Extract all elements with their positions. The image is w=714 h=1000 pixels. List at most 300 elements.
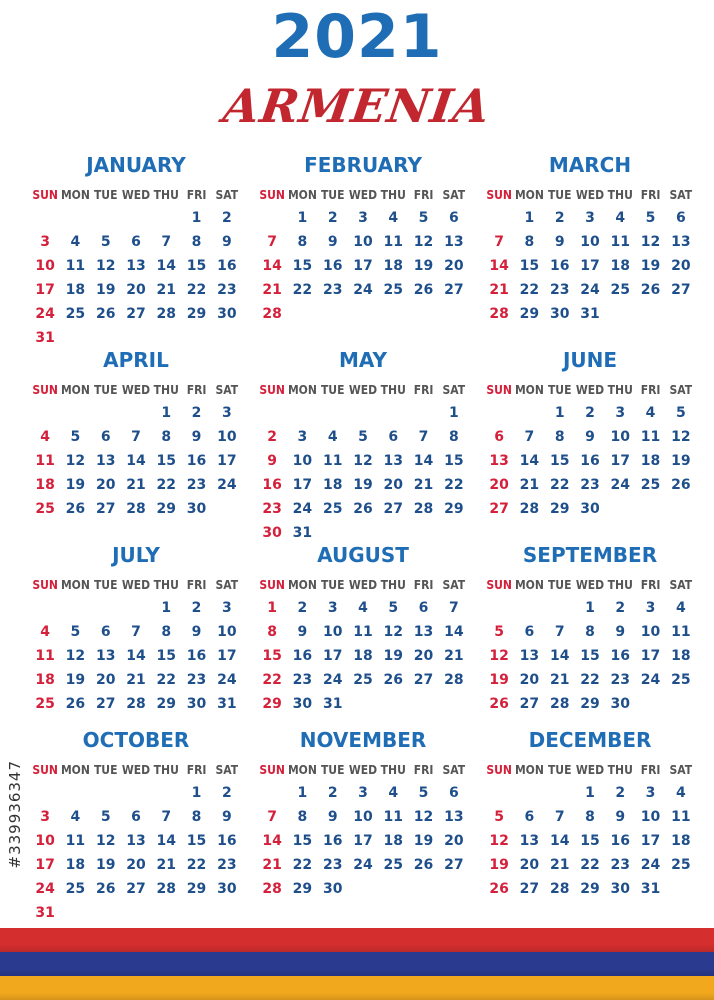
- day-cell: 17: [580, 258, 600, 274]
- weekday-header: [257, 759, 469, 781]
- day-cell: 27: [383, 501, 403, 517]
- day-cell: 20: [413, 648, 434, 664]
- day-cell: 13: [444, 809, 464, 825]
- weekday-label: SAT: [669, 188, 693, 202]
- weekday-label: WED: [121, 578, 151, 592]
- day-cell: [91, 901, 121, 925]
- day-cell: 30: [186, 501, 207, 517]
- weekday-label: WED: [575, 578, 605, 592]
- day-cell: 9: [191, 624, 202, 640]
- day-cell: [545, 596, 575, 620]
- day-cell: 13: [671, 234, 691, 250]
- day-cell: 22: [292, 857, 313, 873]
- day-cell: 19: [671, 453, 691, 469]
- day-cell: 15: [186, 258, 207, 274]
- day-cell: 11: [640, 429, 661, 445]
- day-cell: 4: [645, 405, 656, 421]
- day-cell: 13: [95, 453, 116, 469]
- week-row: [30, 254, 242, 278]
- weekday-label: TUE: [547, 383, 572, 397]
- day-cell: 18: [610, 258, 630, 274]
- day-cell: 3: [645, 785, 656, 801]
- weekday-label: SUN: [32, 383, 58, 397]
- day-cell: 25: [322, 501, 343, 517]
- day-cell: 31: [640, 881, 661, 897]
- day-cell: 29: [580, 696, 600, 712]
- day-cell: 14: [262, 258, 282, 274]
- day-cell: 18: [383, 833, 403, 849]
- day-cell: 16: [610, 833, 630, 849]
- day-cell: 16: [610, 648, 630, 664]
- day-cell: 20: [126, 282, 146, 298]
- day-cell: 16: [322, 833, 343, 849]
- day-cell: [635, 497, 665, 521]
- day-cell: 22: [292, 282, 313, 298]
- day-cell: [378, 302, 408, 326]
- day-cell: 15: [549, 453, 570, 469]
- day-cell: [378, 877, 408, 901]
- day-cell: [408, 401, 438, 425]
- day-cell: 20: [95, 672, 116, 688]
- weekday-header: [484, 184, 696, 206]
- day-cell: 21: [549, 857, 570, 873]
- day-cell: 18: [35, 477, 55, 493]
- day-cell: 13: [126, 833, 146, 849]
- day-cell: 28: [262, 881, 282, 897]
- weekday-label: FRI: [640, 188, 661, 202]
- day-cell: 12: [95, 258, 116, 274]
- weekday-label: SUN: [486, 763, 512, 777]
- day-cell: 26: [413, 282, 434, 298]
- day-cell: 6: [100, 429, 111, 445]
- day-cell: 15: [292, 258, 313, 274]
- day-cell: 2: [221, 210, 232, 226]
- stock-id-watermark: #339936347: [6, 760, 24, 869]
- day-cell: 16: [322, 258, 343, 274]
- day-cell: 21: [156, 282, 176, 298]
- day-cell: 16: [217, 258, 237, 274]
- day-cell: 1: [191, 785, 202, 801]
- day-cell: 10: [217, 624, 237, 640]
- day-cell: 28: [549, 881, 570, 897]
- day-cell: 26: [671, 477, 691, 493]
- day-cell: 20: [383, 477, 403, 493]
- weekday-header: [30, 759, 242, 781]
- day-cell: [348, 692, 378, 716]
- week-row: [484, 692, 696, 716]
- day-cell: [257, 206, 287, 230]
- day-cell: [545, 781, 575, 805]
- day-cell: 22: [519, 282, 540, 298]
- day-cell: [318, 401, 348, 425]
- day-cell: 1: [585, 785, 595, 801]
- weekday-label: THU: [380, 188, 406, 202]
- day-cell: 9: [615, 624, 626, 640]
- day-cell: 29: [519, 306, 540, 322]
- day-cell: 29: [292, 881, 313, 897]
- day-cell: 5: [388, 600, 399, 616]
- day-cell: 13: [95, 648, 116, 664]
- day-cell: 29: [549, 501, 570, 517]
- weekday-label: FRI: [413, 578, 434, 592]
- day-cell: [605, 302, 635, 326]
- weekday-label: WED: [348, 763, 378, 777]
- day-cell: [60, 596, 90, 620]
- weekday-label: SUN: [32, 763, 58, 777]
- day-cell: 12: [640, 234, 661, 250]
- weekday-label: FRI: [640, 383, 661, 397]
- day-cell: [439, 877, 469, 901]
- weekday-label: TUE: [320, 763, 345, 777]
- day-cell: [30, 206, 60, 230]
- day-cell: 31: [35, 905, 55, 921]
- day-cell: 3: [645, 600, 656, 616]
- weekday-label: SAT: [442, 763, 466, 777]
- day-cell: 24: [292, 501, 313, 517]
- day-cell: 4: [615, 210, 626, 226]
- day-cell: 3: [297, 429, 308, 445]
- week-row: [484, 668, 696, 692]
- day-cell: 5: [358, 429, 368, 445]
- day-cell: 16: [186, 453, 207, 469]
- day-cell: 7: [418, 429, 429, 445]
- day-cell: 30: [580, 501, 600, 517]
- week-row: [30, 596, 242, 620]
- day-cell: 14: [413, 453, 434, 469]
- day-cell: 9: [585, 429, 595, 445]
- week-row: [484, 425, 696, 449]
- day-cell: 17: [35, 857, 55, 873]
- weekday-label: MON: [287, 578, 317, 592]
- weekday-label: FRI: [186, 383, 207, 397]
- day-cell: 3: [40, 809, 51, 825]
- week-row: [257, 302, 469, 326]
- day-cell: [484, 781, 514, 805]
- week-row: [30, 668, 242, 692]
- day-cell: [212, 901, 242, 925]
- day-cell: [666, 692, 696, 716]
- day-cell: 7: [161, 234, 172, 250]
- weekday-label: THU: [607, 763, 633, 777]
- week-row: [30, 497, 242, 521]
- day-cell: 5: [418, 785, 429, 801]
- day-cell: 30: [262, 525, 282, 541]
- day-cell: [91, 596, 121, 620]
- day-cell: 4: [675, 785, 686, 801]
- day-cell: 12: [95, 833, 116, 849]
- day-cell: 9: [327, 809, 338, 825]
- month-january: [30, 150, 242, 350]
- day-cell: 2: [297, 600, 308, 616]
- day-cell: [91, 401, 121, 425]
- day-cell: 14: [126, 648, 146, 664]
- day-cell: 14: [444, 624, 464, 640]
- day-cell: 30: [217, 881, 237, 897]
- day-cell: 28: [519, 501, 540, 517]
- day-cell: 2: [554, 210, 565, 226]
- day-cell: 21: [413, 477, 434, 493]
- day-cell: 1: [524, 210, 535, 226]
- day-cell: 25: [35, 696, 55, 712]
- day-cell: 8: [191, 234, 202, 250]
- day-cell: 29: [156, 696, 176, 712]
- day-cell: 18: [322, 477, 343, 493]
- weekday-label: TUE: [93, 578, 118, 592]
- week-row: [484, 829, 696, 853]
- day-cell: 27: [95, 501, 116, 517]
- day-cell: [514, 596, 544, 620]
- day-cell: 2: [191, 405, 202, 421]
- day-cell: 11: [353, 624, 373, 640]
- day-cell: 17: [35, 282, 55, 298]
- day-cell: 11: [35, 648, 55, 664]
- day-cell: 17: [640, 833, 661, 849]
- month-november: [257, 725, 469, 901]
- day-cell: 6: [524, 624, 535, 640]
- day-cell: 20: [671, 258, 691, 274]
- month-august: [257, 540, 469, 716]
- day-cell: 25: [671, 672, 691, 688]
- day-cell: 7: [267, 234, 278, 250]
- weekday-label: MON: [514, 763, 544, 777]
- day-cell: 28: [444, 672, 464, 688]
- day-cell: [151, 781, 181, 805]
- week-row: [257, 853, 469, 877]
- day-cell: 17: [610, 453, 630, 469]
- day-cell: 6: [418, 600, 429, 616]
- day-cell: [605, 497, 635, 521]
- day-cell: 4: [40, 624, 51, 640]
- day-cell: 28: [126, 696, 146, 712]
- day-cell: 2: [327, 785, 338, 801]
- week-row: [257, 620, 469, 644]
- weekday-label: FRI: [413, 383, 434, 397]
- day-cell: [378, 692, 408, 716]
- day-cell: 22: [549, 477, 570, 493]
- day-cell: 29: [444, 501, 464, 517]
- week-row: [257, 596, 469, 620]
- day-cell: 7: [524, 429, 535, 445]
- day-cell: 5: [100, 234, 111, 250]
- week-row: [30, 692, 242, 716]
- month-september: [484, 540, 696, 716]
- day-cell: [484, 206, 514, 230]
- weekday-header: [30, 379, 242, 401]
- day-cell: 7: [554, 624, 565, 640]
- weekday-label: TUE: [320, 188, 345, 202]
- day-cell: 1: [161, 600, 172, 616]
- weekday-label: WED: [121, 763, 151, 777]
- weekday-label: WED: [121, 383, 151, 397]
- day-cell: 26: [489, 881, 509, 897]
- day-cell: [60, 401, 90, 425]
- day-cell: 16: [186, 648, 207, 664]
- week-row: [257, 206, 469, 230]
- day-cell: 9: [327, 234, 338, 250]
- day-cell: 11: [35, 453, 55, 469]
- day-cell: 26: [65, 501, 86, 517]
- day-cell: 4: [327, 429, 338, 445]
- day-cell: 15: [186, 833, 207, 849]
- weekday-label: SUN: [486, 578, 512, 592]
- day-cell: 5: [100, 809, 111, 825]
- day-cell: 8: [554, 429, 565, 445]
- day-cell: 30: [217, 306, 237, 322]
- day-cell: 27: [126, 881, 146, 897]
- day-cell: 7: [161, 809, 172, 825]
- day-cell: 22: [186, 857, 207, 873]
- day-cell: 23: [217, 282, 237, 298]
- day-cell: 3: [358, 210, 368, 226]
- day-cell: 24: [610, 477, 630, 493]
- day-cell: 24: [35, 306, 55, 322]
- day-cell: [121, 596, 151, 620]
- weekday-label: SAT: [442, 578, 466, 592]
- month-name: OCTOBER: [82, 728, 190, 752]
- weekday-label: THU: [380, 763, 406, 777]
- day-cell: 12: [489, 833, 509, 849]
- day-cell: [257, 401, 287, 425]
- weekday-label: MON: [60, 188, 90, 202]
- day-cell: 3: [221, 600, 232, 616]
- day-cell: 5: [70, 624, 81, 640]
- day-cell: 2: [585, 405, 595, 421]
- day-cell: 5: [645, 210, 656, 226]
- week-row: [30, 877, 242, 901]
- day-cell: 23: [262, 501, 282, 517]
- month-june: [484, 345, 696, 521]
- day-cell: 10: [322, 624, 343, 640]
- week-row: [30, 425, 242, 449]
- day-cell: 2: [191, 600, 202, 616]
- day-cell: 17: [353, 833, 373, 849]
- weekday-label: FRI: [186, 763, 207, 777]
- day-cell: 23: [292, 672, 313, 688]
- week-row: [484, 401, 696, 425]
- weekday-label: THU: [153, 383, 179, 397]
- day-cell: 11: [671, 624, 691, 640]
- day-cell: 13: [413, 624, 434, 640]
- day-cell: 10: [292, 453, 313, 469]
- weekday-label: WED: [575, 383, 605, 397]
- day-cell: 6: [100, 624, 111, 640]
- day-cell: 26: [95, 306, 116, 322]
- month-may: [257, 345, 469, 545]
- day-cell: 14: [126, 453, 146, 469]
- day-cell: 22: [444, 477, 464, 493]
- week-row: [257, 692, 469, 716]
- week-row: [257, 877, 469, 901]
- day-cell: [30, 781, 60, 805]
- weekday-label: WED: [121, 188, 151, 202]
- day-cell: 7: [267, 809, 278, 825]
- week-row: [484, 781, 696, 805]
- day-cell: 12: [65, 648, 86, 664]
- day-cell: 1: [448, 405, 459, 421]
- weekday-label: SUN: [32, 188, 58, 202]
- day-cell: 29: [262, 696, 282, 712]
- weekday-label: TUE: [93, 383, 118, 397]
- day-cell: 19: [95, 282, 116, 298]
- day-cell: 15: [292, 833, 313, 849]
- weekday-label: FRI: [186, 578, 207, 592]
- day-cell: 11: [610, 234, 630, 250]
- month-name: MARCH: [548, 153, 632, 177]
- day-cell: 6: [494, 429, 505, 445]
- week-row: [257, 781, 469, 805]
- day-cell: 9: [297, 624, 308, 640]
- weekday-label: TUE: [320, 578, 345, 592]
- weekday-label: WED: [348, 578, 378, 592]
- day-cell: [348, 302, 378, 326]
- day-cell: 13: [383, 453, 403, 469]
- weekday-label: SUN: [259, 188, 285, 202]
- weekday-header: [484, 379, 696, 401]
- day-cell: 12: [413, 234, 434, 250]
- day-cell: 24: [580, 282, 600, 298]
- week-row: [257, 829, 469, 853]
- day-cell: 31: [35, 330, 55, 346]
- weekday-label: SAT: [215, 763, 239, 777]
- month-name: JANUARY: [86, 153, 186, 177]
- day-cell: 7: [448, 600, 459, 616]
- day-cell: 27: [489, 501, 509, 517]
- day-cell: 5: [675, 405, 686, 421]
- day-cell: 14: [156, 833, 176, 849]
- day-cell: 6: [131, 234, 141, 250]
- day-cell: 18: [65, 282, 86, 298]
- day-cell: 24: [640, 672, 661, 688]
- day-cell: 29: [580, 881, 600, 897]
- day-cell: 15: [580, 648, 600, 664]
- day-cell: 21: [156, 857, 176, 873]
- day-cell: 25: [640, 477, 661, 493]
- weekday-label: THU: [153, 188, 179, 202]
- day-cell: 17: [217, 648, 237, 664]
- day-cell: 16: [580, 453, 600, 469]
- day-cell: 20: [126, 857, 146, 873]
- day-cell: [30, 401, 60, 425]
- week-row: [484, 497, 696, 521]
- day-cell: 30: [292, 696, 313, 712]
- day-cell: 8: [297, 234, 308, 250]
- weekday-label: SUN: [32, 578, 58, 592]
- day-cell: 17: [353, 258, 373, 274]
- day-cell: 19: [489, 857, 509, 873]
- day-cell: 3: [221, 405, 232, 421]
- day-cell: 19: [65, 477, 86, 493]
- weekday-header: [484, 759, 696, 781]
- day-cell: 10: [610, 429, 630, 445]
- weekday-label: TUE: [547, 763, 572, 777]
- day-cell: 16: [292, 648, 313, 664]
- day-cell: 10: [353, 809, 373, 825]
- day-cell: 1: [267, 600, 278, 616]
- day-cell: 7: [494, 234, 505, 250]
- day-cell: [212, 497, 242, 521]
- weekday-label: SAT: [215, 578, 239, 592]
- day-cell: 11: [383, 234, 403, 250]
- day-cell: 14: [549, 648, 570, 664]
- week-row: [484, 644, 696, 668]
- day-cell: 8: [161, 624, 172, 640]
- day-cell: 23: [580, 477, 600, 493]
- weekday-label: SUN: [486, 188, 512, 202]
- day-cell: 27: [519, 696, 540, 712]
- week-row: [257, 644, 469, 668]
- day-cell: 23: [610, 857, 630, 873]
- day-cell: 11: [65, 258, 86, 274]
